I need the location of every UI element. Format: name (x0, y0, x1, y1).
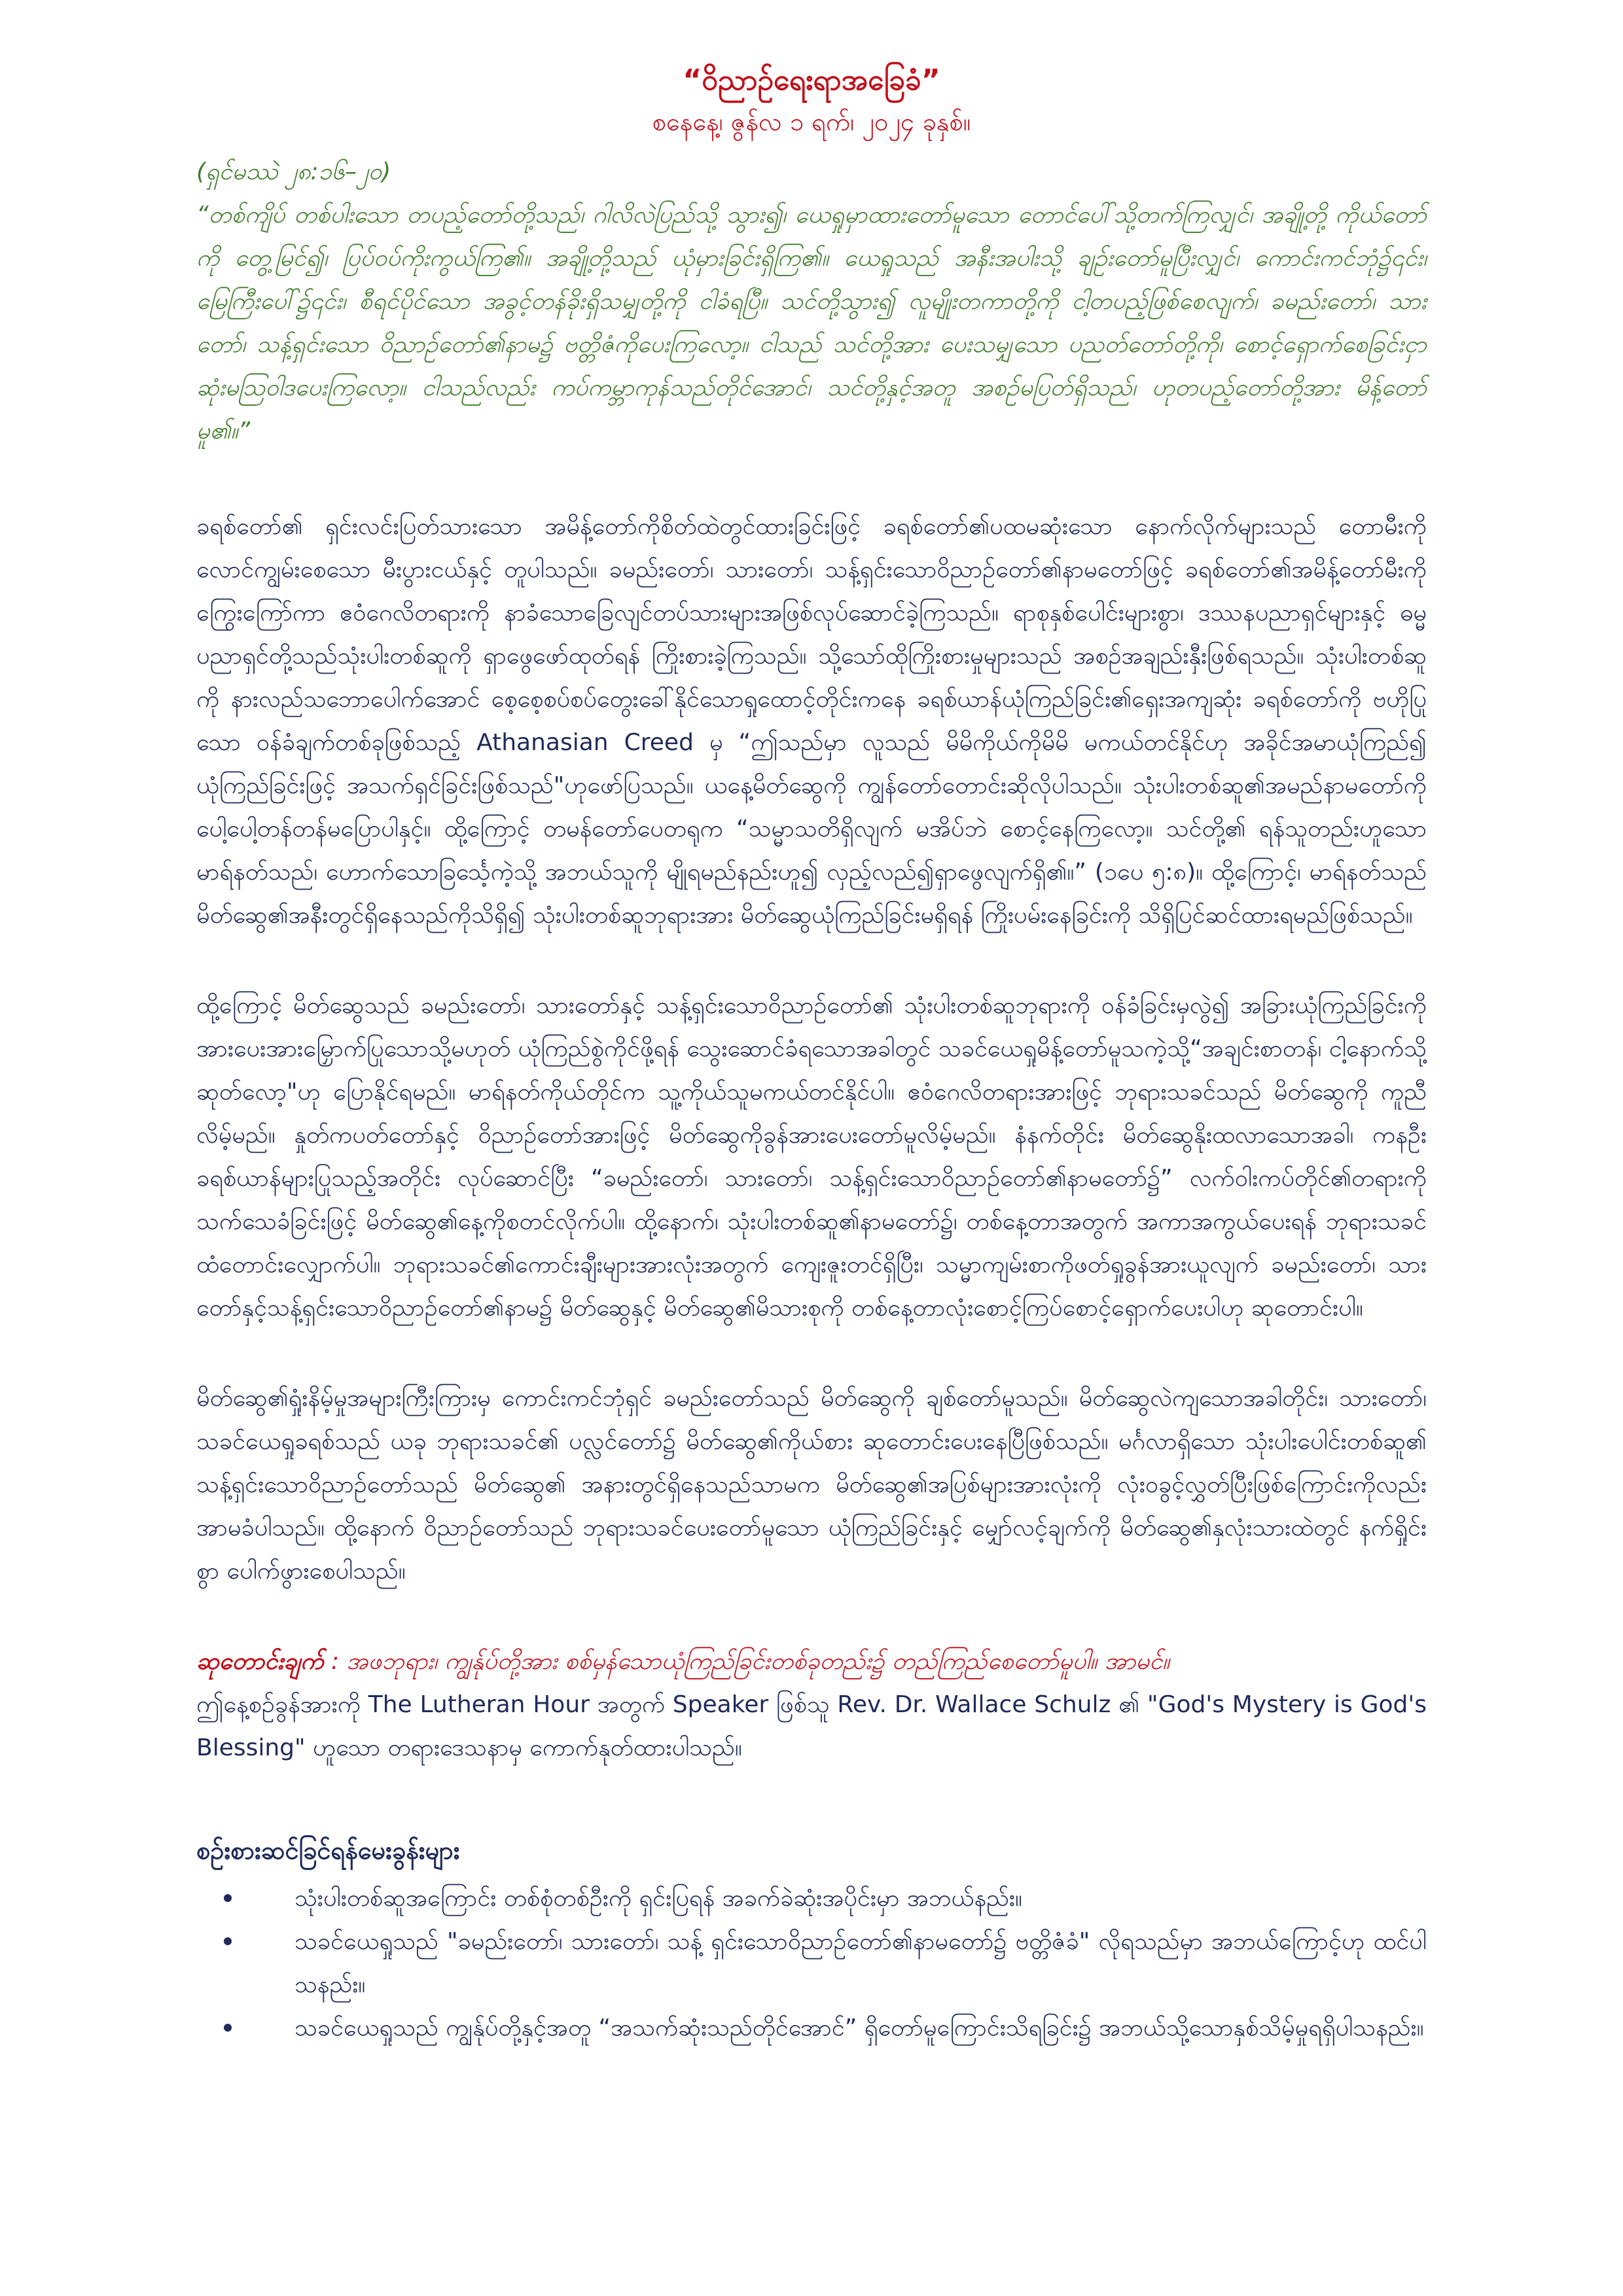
page-title: “ဝိညာဉ်ရေးရာအခြေခံ” (683, 63, 940, 97)
prayer-text: : အဖဘုရား၊ ကျွန်ုပ်တို့အား စစ်မှန်သောယုံကြည်ခြင်းတစ်ခုတည်း၌ တည်ကြည်စေတော်မူပါ။ အာမင်။ (330, 1648, 1169, 1675)
question-text: သခင်ယေရှုသည် ကျွန်ုပ်တို့နှင့်အတူ “အသက်ဆုံးသည်တိုင်အောင်” ရှိတော်မူကြောင်းသိရခြင်း၌ အဘယ်သို့သောနှစ်သိမ့်မှုရရှိပါသနည်း။ (294, 2015, 1424, 2041)
question-item (196, 1877, 1427, 1920)
page-date: စနေနေ့၊ ဇွန်လ ၁ ရက်၊ ၂၀၂၄ ခုနှစ်။ (652, 107, 971, 136)
bullet-icon (224, 1894, 232, 1902)
scripture-reference: (ရှင်မဿဲ ၂၈:၁၆–၂၀) (196, 158, 391, 185)
source-credit: ဤနေ့စဉ်ခွန်အားကို The Lutheran Hour အတွက် Speaker ဖြစ်သူ Rev. Dr. Wallace Schulz ၏ "God's Mystery is God's Blessing" ဟူသော တရားဒေသနာမှ ကောက်နုတ်ထားပါသည်။ (196, 1691, 1427, 1761)
question-text: သခင်ယေရှုသည် "ခမည်းတော်၊ သားတော်၊ သန့် ရှင်းသောဝိညာဉ်တော်၏နာမတော်၌ ဗတ္တိဇံခံ" လိုရသည်မှာ အဘယ်ကြောင့်ဟု ထင်ပါသနည်း။ (294, 1928, 1427, 1998)
bullet-icon (224, 2024, 232, 2032)
prayer-label: ဆုတောင်းချက် (196, 1648, 324, 1675)
questions-list (196, 1877, 1427, 2050)
body-paragraph-3: မိတ်ဆွေ၏ရှုံးနိမ့်မှုအများကြီးကြားမှ ကောင်းကင်ဘုံရှင် ခမည်းတော်သည် မိတ်ဆွေကို ချစ်တော်မူသည်။ မိတ်ဆွေလဲကျသောအခါတိုင်း၊ သားတော်၊ သခင်ယေရှုခရစ်သည် ယခု ဘုရားသခင်၏ ပလ္လင်တော်၌ မိတ်ဆွေ၏ကိုယ်စား ဆုတောင်းပေးနေပြီဖြစ်သည်။ မင်္ဂလာရှိသော သုံးပါးပေါင်းတစ်ဆူ၏ သန့်ရှင်းသောဝိညာဉ်တော်သည် မိတ်ဆွေ၏ အနားတွင်ရှိနေသည်သာမက မိတ်ဆွေ၏အပြစ်များအားလုံးကို လုံးဝခွင့်လွှတ်ပြီးဖြစ်ကြောင်းကိုလည်း အာမခံပါသည်။ ထို့နောက် ဝိညာဉ်တော်သည် ဘုရားသခင်ပေးတော်မူသော ယုံကြည်ခြင်းနှင့် မျှော်လင့်ချက်ကို မိတ်ဆွေ၏နှလုံးသားထဲတွင် နက်ရှိုင်းစွာ ပေါက်ဖွားစေပါသည်။ (196, 1385, 1427, 1585)
scripture-text: “တစ်ကျိပ် တစ်ပါးသော တပည့်တော်တို့သည်၊ ဂါလိလဲပြည်သို့ သွား၍၊ ယေရှုမှာထားတော်မူသော တောင်ပေါ်သို့တက်ကြလျှင်၊ အချို့တို့ ကိုယ်တော်ကို တွေ့မြင်၍၊ ပြပ်ဝပ်ကိုးကွယ်ကြ၏။ အချို့တို့သည် ယုံမှားခြင်းရှိကြ၏။ ယေရှုသည် အနီးအပါးသို့ ချဉ်းတော်မူပြီးလျှင်၊ ကောင်းကင်ဘုံ၌၎င်း၊ မြေကြီးပေါ်၌၎င်း၊ စီရင်ပိုင်သော အခွင့်တန်ခိုးရှိသမျှတို့ကို ငါခံရပြီ။ သင်တို့သွား၍ လူမျိုးတကာတို့ကို ငါ့တပည့်ဖြစ်စေလျက်၊ ခမည်းတော်၊ သားတော်၊ သန့်ရှင်းသော ဝိညာဉ်တော်၏နာမ၌ ဗတ္တိဇံကိုပေးကြလော့။ ငါသည် သင်တို့အား ပေးသမျှသော ပညတ်တော်တို့ကို၊ စောင့်ရှောက်စေခြင်းငှာ ဆုံးမဩဝါဒပေးကြလော့။ ငါသည်လည်း ကပ်ကမ္ဘာကုန်သည်တိုင်အောင်၊ သင်တို့နှင့်အတူ အစဉ်မပြတ်ရှိသည်၊ ဟုတပည့်တော်တို့အား မိန့်တော်မူ၏။” (196, 202, 1427, 444)
question-item (196, 2007, 1427, 2050)
body-paragraph-1: ခရစ်တော်၏ ရှင်းလင်းပြတ်သားသော အမိန့်တော်ကိုစိတ်ထဲတွင်ထားခြင်းဖြင့် ခရစ်တော်၏ပထမဆုံးသော နောက်လိုက်များသည် တောမီးကို လောင်ကျွမ်းစေသော မီးပွားငယ်နှင့် တူပါသည်။ ခမည်းတော်၊ သားတော်၊ သန့်ရှင်းသောဝိညာဉ်တော်၏နာမတော်ဖြင့် ခရစ်တော်၏အမိန့်တော်မီးကို ကြွေးကြော်ကာ ဧဝံဂေလိတရားကို နာခံသောခြေလျင်တပ်သားများအဖြစ်လုပ်ဆောင်ခဲ့ကြသည်။ ရာစုနှစ်ပေါင်းများစွာ၊ ဒဿနပညာရှင်များနှင့် ဓမ္မပညာရှင်တို့သည်သုံးပါးတစ်ဆူကို ရှာဖွေဖော်ထုတ်ရန် ကြိုးစားခဲ့ကြသည်။ သို့သော်ထိုကြိုးစားမှုများသည် အစဉ်အချည်းနှီးဖြစ်ရသည်။ သုံးပါးတစ်ဆူကို နားလည်သဘောပေါက်အောင် စေ့စေ့စပ်စပ်တွေးခေါ်နိုင်သောရှုထောင့်တိုင်းကနေ ခရစ်ယာန်ယုံကြည်ခြင်း၏ရှေးအကျဆုံး ခရစ်တော်ကို ဗဟိုပြုသော ဝန်ခံချက်တစ်ခုဖြစ်သည့် Athanasian Creed မှ “ဤသည်မှာ လူသည် မိမိကိုယ်ကိုမိမိ မကယ်တင်နိုင်ဟု အခိုင်အမာယုံကြည်၍ ယုံကြည်ခြင်းဖြင့် အသက်ရှင်ခြင်းဖြစ်သည်"ဟုဖော်ပြသည်။ ယနေ့မိတ်ဆွေကို ကျွန်တော်တောင်းဆိုလိုပါသည်။ သုံးပါးတစ်ဆူ၏အမည်နာမတော်ကို ပေါ့ပေါ့တန်တန်မပြောပါနှင့်။ ထို့ကြောင့် တမန်တော်ပေတရုက “သမ္မာသတိရှိလျက် မအိပ်ဘဲ စောင့်နေကြလော့။ သင်တို့၏ ရန်သူတည်းဟူသော မာရ်နတ်သည်၊ ဟောက်သောခြင်္သေ့ကဲ့သို့ အဘယ်သူကို မျိုရမည်နည်းဟူ၍ လှည့်လည်၍ရှာဖွေလျက်ရှိ၏။” (၁ပေ ၅:၈)။ ထို့ကြောင့်၊ မာရ်နတ်သည် မိတ်ဆွေ၏အနီးတွင်ရှိနေသည်ကိုသိရှိ၍ သုံးပါးတစ်ဆူဘုရားအား မိတ်ဆွေယုံကြည်ခြင်းမရှိရန် ကြိုးပမ်းနေခြင်းကို သိရှိပြင်ဆင်ထားရမည်ဖြစ်သည်။ (196, 513, 1427, 929)
question-item (196, 1920, 1427, 2007)
questions-heading: စဉ်းစားဆင်ခြင်ရန်မေးခွန်းများ (196, 1836, 460, 1865)
prayer (196, 1640, 1427, 1683)
body-paragraph-2: ထို့ကြောင့် မိတ်ဆွေသည် ခမည်းတော်၊ သားတော်နှင့် သန့်ရှင်းသောဝိညာဉ်တော်၏ သုံးပါးတစ်ဆူဘုရားကို ဝန်ခံခြင်းမှလွဲ၍ အခြားယုံကြည်ခြင်းကို အားပေးအားမြှောက်ပြုသောသို့မဟုတ် ယုံကြည်စွဲကိုင်ဖို့ရန် သွေးဆောင်ခံရသောအခါတွင် သခင်ယေရှုမိန့်တော်မူသကဲ့သို့“အချင်းစာတန်၊ ငါ့နောက်သို့ ဆုတ်လော့"ဟု ပြောနိုင်ရမည်။ မာရ်နတ်ကိုယ်တိုင်က သူ့ကိုယ်သူမကယ်တင်နိုင်ပါ။ ဧဝံဂေလိတရားအားဖြင့် ဘုရားသခင်သည် မိတ်ဆွေကို ကူညီလိမ့်မည်။ နှုတ်ကပတ်တော်နှင့် ဝိညာဉ်တော်အားဖြင့် မိတ်ဆွေကိုခွန်အားပေးတော်မူလိမ့်မည်။ နံနက်တိုင်း မိတ်ဆွေနိုးထလာသောအခါ၊ ကနဦးခရစ်ယာန်များပြုသည့်အတိုင်း လုပ်ဆောင်ပြီး “ခမည်းတော်၊ သားတော်၊ သန့်ရှင်းသောဝိညာဉ်တော်၏နာမတော်၌” လက်ဝါးကပ်တိုင်၏တရားကို သက်သေခံခြင်းဖြင့် မိတ်ဆွေ၏နေ့ကိုစတင်လိုက်ပါ။ ထို့နောက်၊ သုံးပါးတစ်ဆူ၏နာမတော်၌၊ တစ်နေ့တာအတွက် အကာအကွယ်ပေးရန် ဘုရားသခင်ထံတောင်းလျှောက်ပါ။ ဘုရားသခင်၏ကောင်းချီးများအားလုံးအတွက် ကျေးဇူးတင်ရှိပြီး၊ သမ္မာကျမ်းစာကိုဖတ်ရှုခွန်အားယူလျက် ခမည်းတော်၊ သားတော်နှင့်သန့်ရှင်းသောဝိညာဉ်တော်၏နာမ၌ မိတ်ဆွေနှင့် မိတ်ဆွေ၏မိသားစုကို တစ်နေ့တာလုံးစောင့်ကြပ်စောင့်ရှောက်ပေးပါဟု ဆုတောင်းပါ။ (196, 992, 1427, 1321)
question-text: သုံးပါးတစ်ဆူအကြောင်း တစ်စုံတစ်ဦးကို ရှင်းပြရန် အခက်ခဲဆုံးအပိုင်းမှာ အဘယ်နည်း။ (294, 1885, 1022, 1912)
bullet-icon (224, 1937, 232, 1945)
